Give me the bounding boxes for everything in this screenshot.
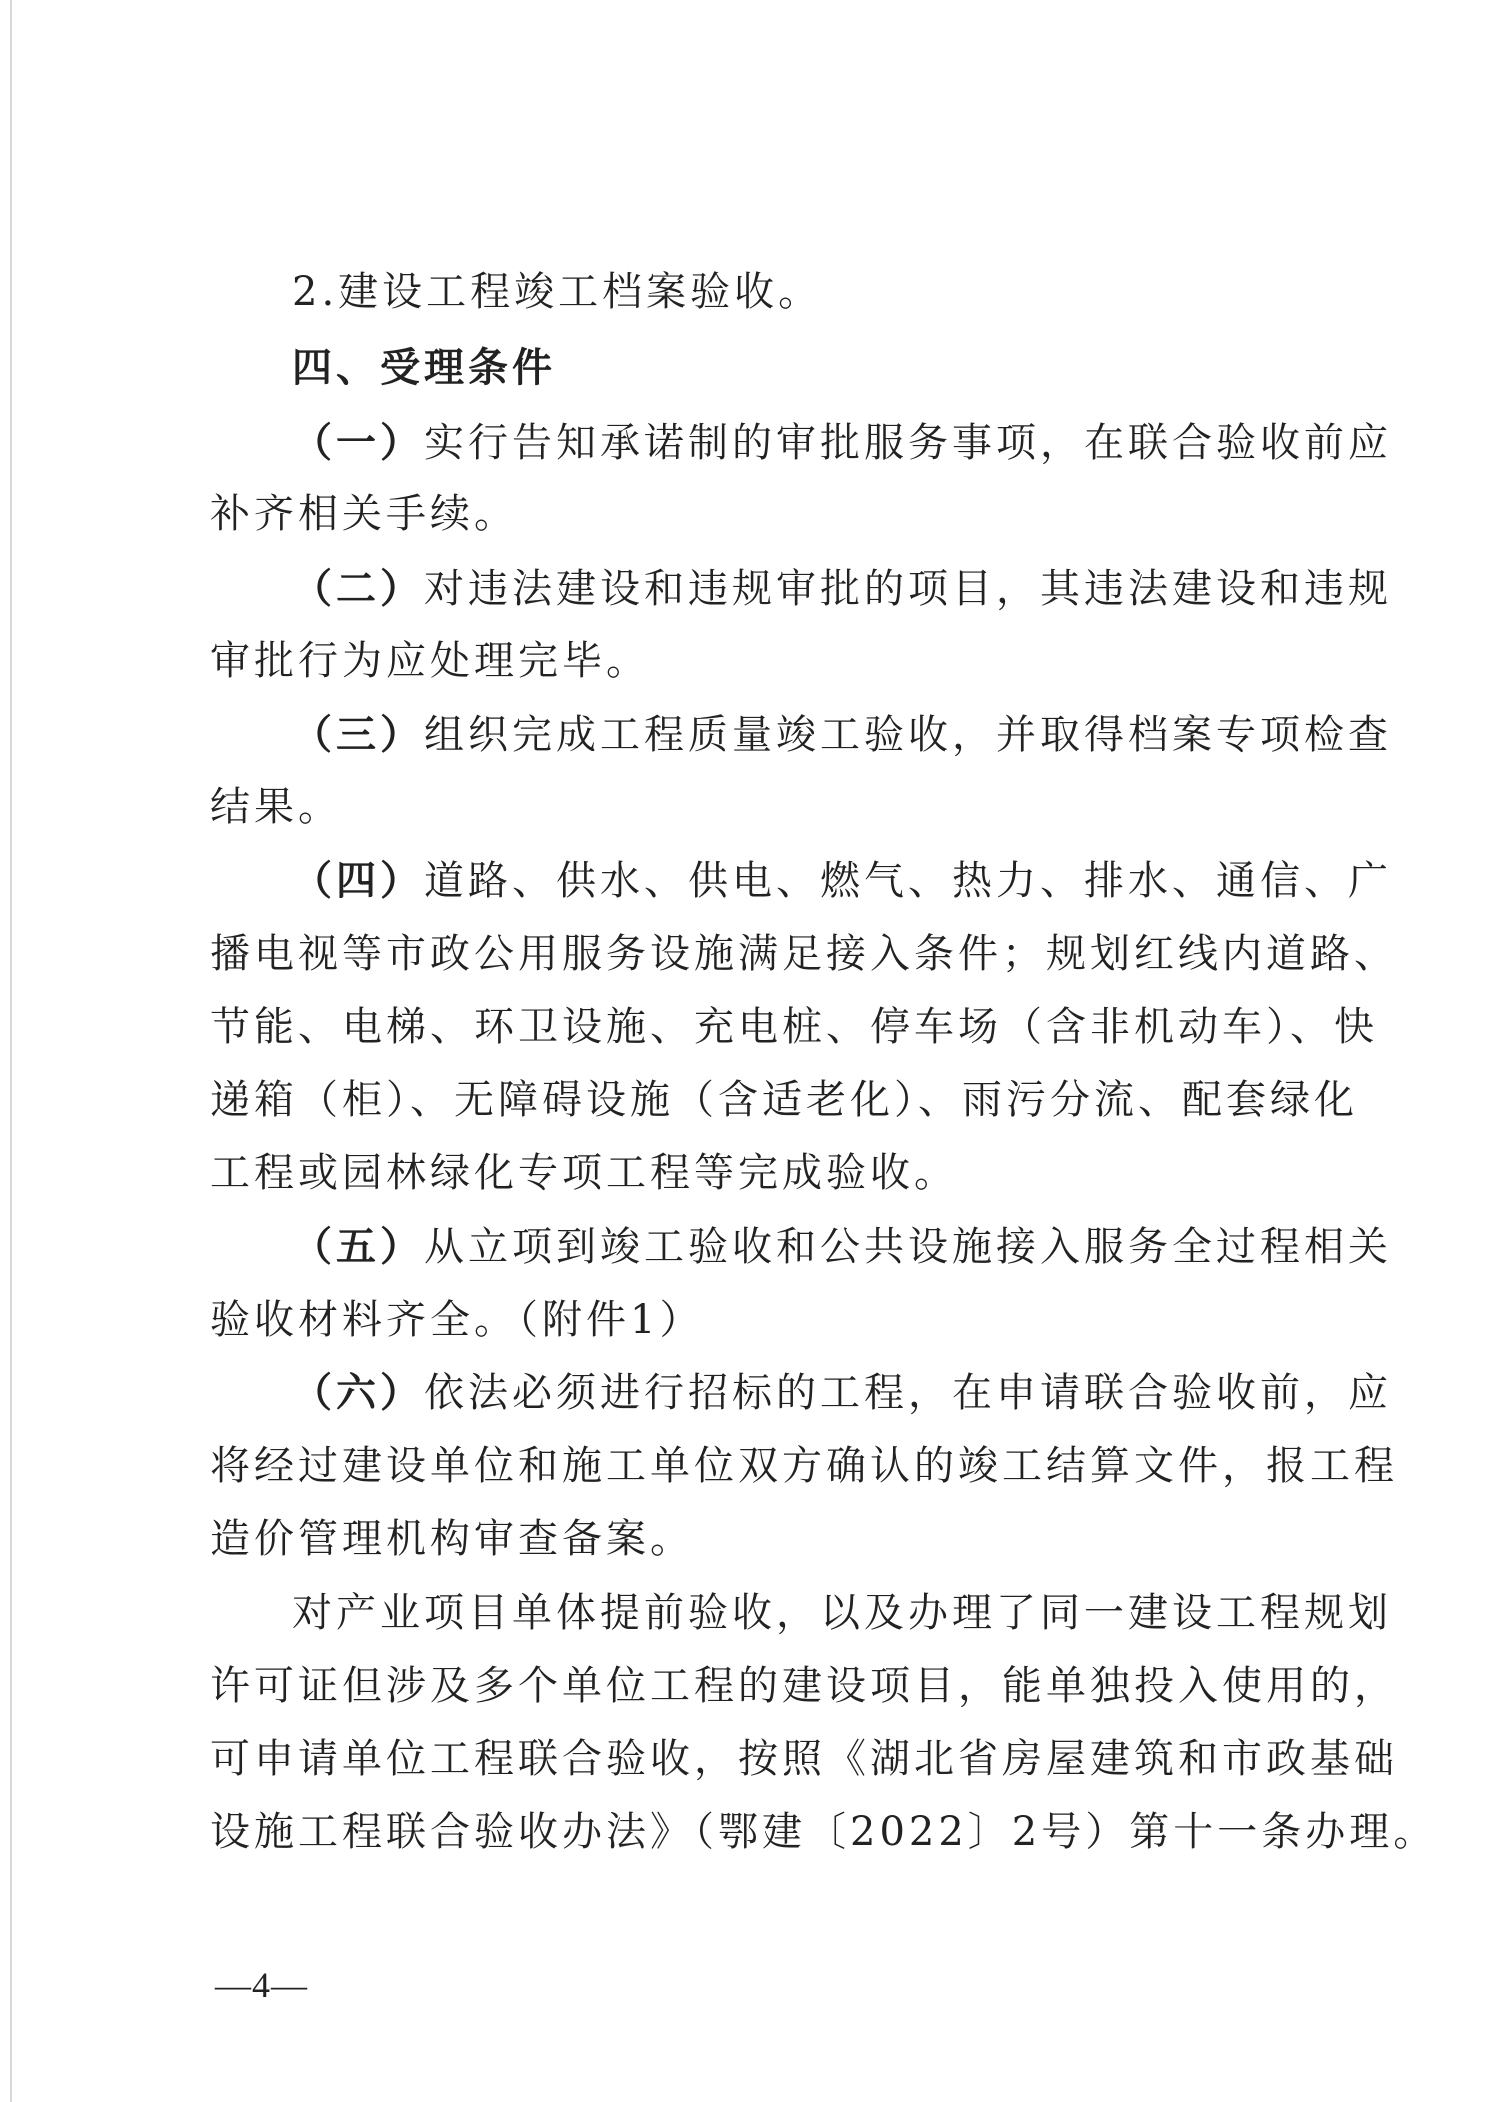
unit-acceptance-line-2: 许可证但涉及多个单位工程的建设项目，能单独投入使用的， bbox=[210, 1663, 1398, 1709]
condition-5-line-2: 验收材料齐全。（附件1） bbox=[210, 1297, 704, 1343]
unit-acceptance-line-1: 对产业项目单体提前验收，以及办理了同一建设工程规划 bbox=[292, 1590, 1392, 1636]
unit-acceptance-line-3: 可申请单位工程联合验收，按照《湖北省房屋建筑和市政基础 bbox=[210, 1736, 1398, 1782]
condition-4-line-5: 工程或园林绿化专项工程等完成验收。 bbox=[210, 1150, 958, 1196]
item-archive-acceptance: 2.建设工程竣工档案验收。 bbox=[292, 269, 823, 315]
condition-5-line-1: （五）从立项到竣工验收和公共设施接入服务全过程相关 bbox=[292, 1223, 1392, 1270]
condition-2-line-1: （二）对违法建设和违规审批的项目，其违法建设和违规 bbox=[292, 565, 1392, 612]
condition-1-line-1: （一）实行告知承诺制的审批服务事项，在联合验收前应 bbox=[292, 419, 1392, 466]
unit-acceptance-line-4: 设施工程联合验收办法》（鄂建〔2022〕2号）第十一条办理。 bbox=[210, 1809, 1438, 1855]
condition-1-line-2: 补齐相关手续。 bbox=[210, 491, 518, 537]
page-number: —4— bbox=[215, 1965, 308, 2005]
condition-4-line-1: （四）道路、供水、供电、燃气、热力、排水、通信、广 bbox=[292, 857, 1392, 904]
condition-4-line-4: 递箱（柜）、无障碍设施（含适老化）、雨污分流、配套绿化 bbox=[210, 1077, 1358, 1123]
condition-3-line-1: （三）组织完成工程质量竣工验收，并取得档案专项检查 bbox=[292, 711, 1392, 758]
condition-6-line-3: 造价管理机构审查备案。 bbox=[210, 1516, 694, 1562]
condition-6-line-1: （六）依法必须进行招标的工程，在申请联合验收前，应 bbox=[292, 1369, 1392, 1416]
condition-2-line-2: 审批行为应处理完毕。 bbox=[210, 638, 650, 684]
scan-edge bbox=[10, 0, 12, 2102]
condition-4-line-2: 播电视等市政公用服务设施满足接入条件；规划红线内道路、 bbox=[210, 931, 1398, 977]
condition-4-line-3: 节能、电梯、环卫设施、充电桩、停车场（含非机动车）、快 bbox=[210, 1004, 1378, 1050]
condition-3-line-2: 结果。 bbox=[210, 784, 342, 830]
section-heading: 四、受理条件 bbox=[292, 345, 556, 391]
condition-6-line-2: 将经过建设单位和施工单位双方确认的竣工结算文件，报工程 bbox=[210, 1443, 1398, 1489]
